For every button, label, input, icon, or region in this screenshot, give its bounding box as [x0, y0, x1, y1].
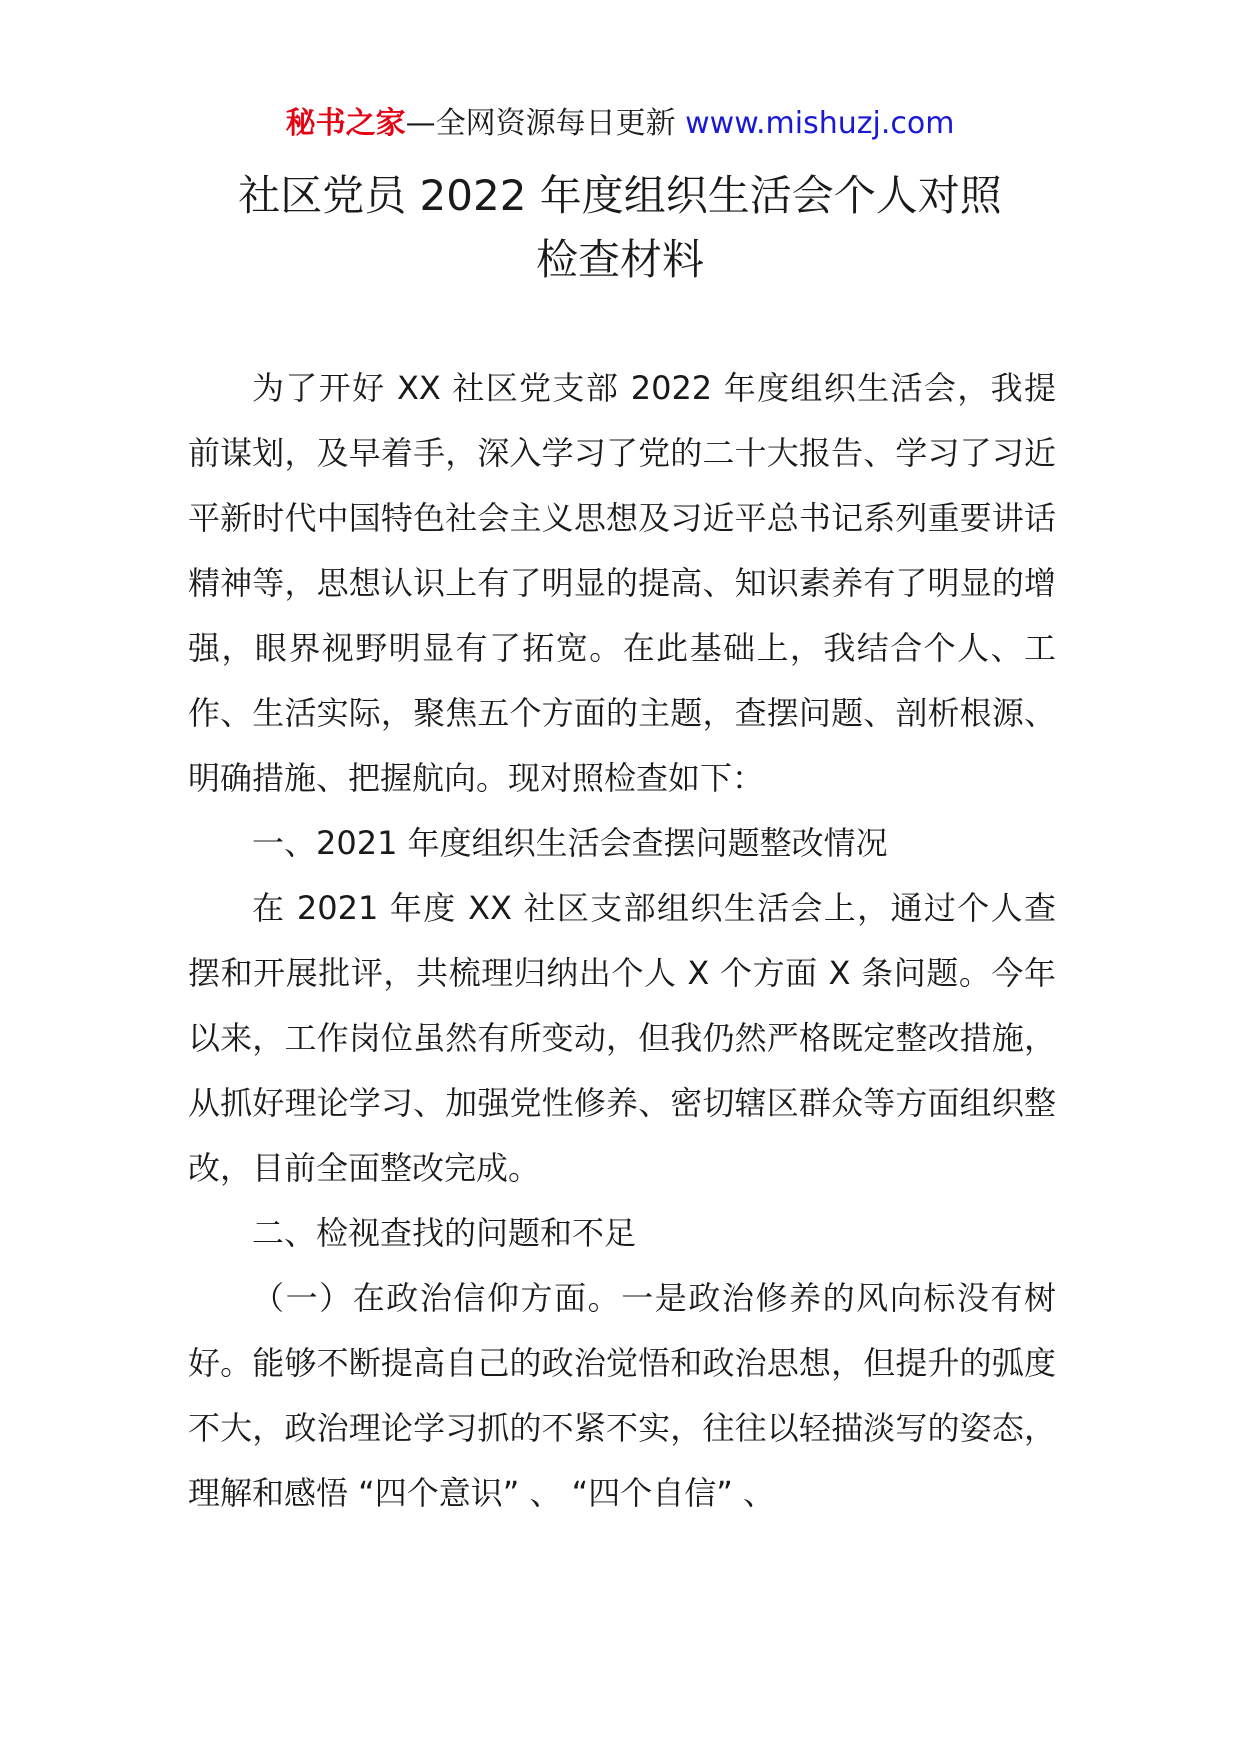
title-line-1: 社区党员 2022 年度组织生活会个人对照 — [238, 171, 1002, 220]
header-tagline: —全网资源每日更新 — [405, 106, 686, 141]
section-heading-2: 二、检视查找的问题和不足 — [252, 1214, 637, 1252]
title-line-2: 检查材料 — [535, 235, 704, 284]
paragraph-rectification: 在 2021 年度 XX 社区支部组织生活会上，通过个人查摆和开展批评，共梳理归纳出个人 X 个方面 X 条问题。今年以来，工作岗位虽然有所变动，但我仍然严格既定整改措施，从抓好理论学习、加强党性修养、密切辖区群众等方面组织整改，目前全面整改完成。 — [188, 889, 1056, 1187]
document-title — [140, 164, 1100, 292]
paragraph-intro: 为了开好 XX 社区党支部 2022 年度组织生活会，我提前谋划，及早着手，深入学习了党的二十大报告、学习了习近平新时代中国特色社会主义思想及习近平总书记系列重要讲话精神等，思想认识上有了明显的提高、知识素养有了明显的增强，眼界视野明显有了拓宽。在此基础上，我结合个人、工作、生活实际，聚焦五个方面的主题，查摆问题、剖析根源、明确措施、把握航向。现对照检查如下： — [188, 369, 1056, 797]
site-url-link[interactable]: www.mishuzj.com — [685, 106, 955, 141]
paragraph-political-belief: （一）在政治信仰方面。一是政治修养的风向标没有树好。能够不断提高自己的政治觉悟和政治思想，但提升的弧度不大，政治理论学习抓的不紧不实，往往以轻描淡写的姿态，理解和感悟 “四个意识” 、 “四个自信” 、 — [188, 1279, 1056, 1512]
document-body — [188, 356, 1056, 1526]
brand-name: 秘书之家 — [285, 106, 406, 141]
site-header — [0, 100, 1240, 148]
section-heading-1: 一、2021 年度组织生活会查摆问题整改情况 — [252, 824, 888, 862]
